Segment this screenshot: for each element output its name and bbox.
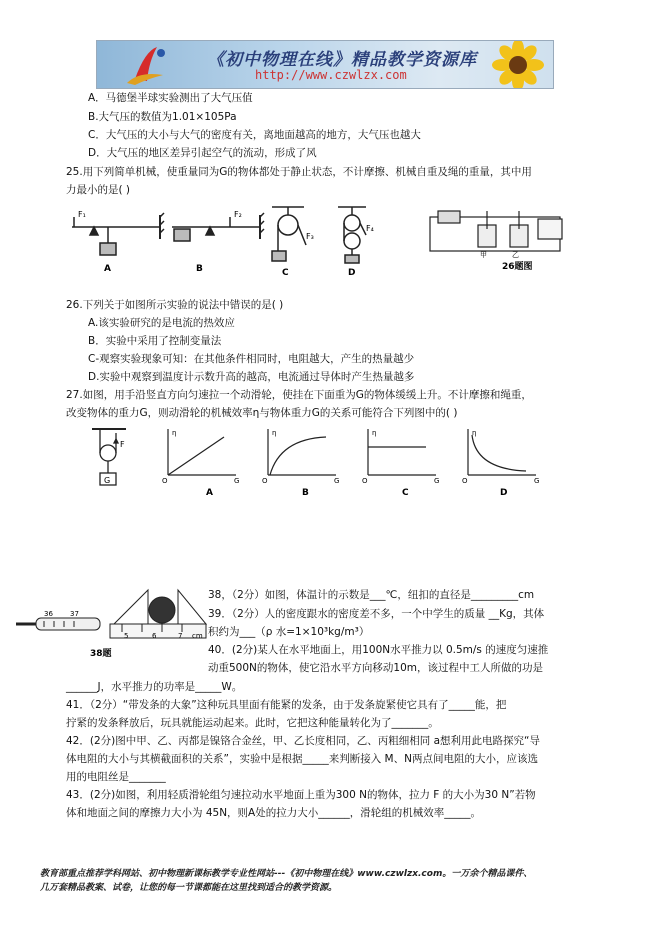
q27-stem-line1: 27.如图，用手沿竖直方向匀速拉一个动滑轮，使挂在下面重为G的物体缓缓上升。不计摩擦和绳重，: [66, 389, 532, 401]
q24-option-c: C．大气压的大小与大气的密度有关，离地面越高的地方，大气压也越大: [88, 129, 421, 141]
graph-c-o: O: [362, 477, 368, 485]
header-banner: [96, 40, 554, 89]
q41-line2: 拧紧的发条释放后，玩具就能运动起来。此时，它把这种能量转化为了_______。: [66, 717, 439, 729]
graph-b-o: O: [262, 477, 268, 485]
q26-option-d: D.实验中观察到温度计示数升高的越高，电流通过导体时产生热量越多: [88, 371, 415, 383]
footer-line2: 几万套精品教案、试卷，让您的每一节课都能在这里找到适合的教学资源。: [40, 883, 338, 893]
graph-d-label: D: [500, 488, 508, 498]
q41-line1: 41．（2分）“带发条的大象”这种玩具里面有能紧的发条，由于发条旋紧使它具有了_____能，把: [66, 699, 507, 711]
thermo-label-36: 36: [44, 610, 53, 618]
graph-a-g: G: [234, 477, 240, 485]
graph-b: [268, 429, 336, 475]
graph-a: [168, 429, 236, 475]
force-label-f3: F₃: [306, 232, 314, 241]
q39-line2: 积约为___（ρ 水=1×10³kg/m³）: [208, 626, 370, 638]
q27-stem-line2: 改变物体的重力G，则动滑轮的机械效率η与物体重力G的关系可能符合下列图中的( ): [66, 407, 458, 419]
graph-a-label: A: [206, 488, 213, 498]
q26-option-a: A.该实验研究的是电流的热效应: [88, 317, 235, 329]
ruler-label-cm: cm: [192, 632, 203, 640]
q38-fig-label: 38题: [90, 649, 112, 659]
q25-stem-line1: 25.用下列简单机械，使重量同为G的物体都处于静止状态，不计摩擦、机械自重及绳的重量，其中用: [66, 166, 532, 178]
q25-figures: [60, 205, 660, 285]
q26-stem: 26.下列关于如图所示实验的说法中错误的是( ): [66, 299, 284, 311]
q42-line3: 用的电阻丝是_______: [66, 771, 166, 783]
graph-d-g: G: [534, 477, 540, 485]
q43-line1: 43．(2分)如图，利用轻质滑轮组匀速拉动水平地面上重为300 N的物体，拉力 F 的大小为30 N”若物: [66, 789, 536, 801]
q24-option-d: D．大气压的地区差异引起空气的流动，形成了风: [88, 147, 317, 159]
thermo-label-37: 37: [70, 610, 79, 618]
banner-title: 《初中物理在线》精品教学资源库: [207, 50, 477, 70]
q27-figures: [90, 425, 650, 515]
site-logo-icon: [117, 41, 177, 88]
banner-url: http://www.czwlzx.com: [255, 68, 407, 82]
q40-line2: 动重500N的物体，使它沿水平方向移动10m，该过程中工人所做的功是: [208, 662, 543, 674]
ruler-label-6: 6: [152, 632, 157, 640]
graph-a-o: O: [162, 477, 168, 485]
fig26-label-yi: 乙: [512, 251, 519, 259]
pulley-d: [338, 207, 366, 263]
fig26-caption: 26题图: [502, 262, 533, 272]
force-label-f2: F₂: [234, 210, 242, 219]
q25-stem-line2: 力最小的是( ): [66, 184, 131, 196]
q42-line2: 体电阻的大小与其横截面积的关系”，实验中是根据_____来判断接入 M、N两点间电阻的大小，应该选: [66, 753, 538, 765]
graph-b-g: G: [334, 477, 340, 485]
graph-c-eta: η: [372, 429, 377, 437]
graph-c-label: C: [402, 488, 409, 498]
graph-d: [468, 429, 536, 475]
q26-option-b: B．实验中采用了控制变量法: [88, 335, 222, 347]
q43-line2: 体和地面之间的摩擦力大小为 45N，则A处的拉力大小______，滑轮组的机械效率_____。: [66, 807, 481, 819]
q42-line1: 42．(2分)图中甲、乙、丙都是镍铬合金丝，甲、乙长度相同，乙、丙粗细相同 a想利用此电路探究“导: [66, 735, 540, 747]
lever-b: [172, 213, 264, 241]
graph-c-g: G: [434, 477, 440, 485]
q40-line3: ______J，水平推力的功率是_____W。: [66, 681, 243, 693]
triangle-rulers-with-button: [110, 590, 206, 638]
pulley-weight-label: G: [104, 476, 111, 485]
ruler-label-7: 7: [178, 632, 183, 640]
label-d: D: [348, 268, 356, 278]
graph-c: [368, 429, 436, 475]
graph-d-o: O: [462, 477, 468, 485]
pulley-force-label: F: [120, 440, 125, 449]
label-b: B: [196, 264, 203, 274]
graph-b-label: B: [302, 488, 309, 498]
lever-a: [72, 213, 164, 255]
force-label-f1: F₁: [78, 210, 86, 219]
fig26-label-jia: 甲: [480, 251, 487, 259]
circuit-26: [430, 211, 562, 251]
pulley-c: [272, 207, 306, 261]
force-label-f4: F₄: [366, 224, 374, 233]
graph-b-eta: η: [272, 429, 277, 437]
q40-line1: 40．(2分)某人在水平地面上，用100N水平推力以 0.5m/s 的速度匀速推: [208, 644, 549, 656]
graph-d-eta: η: [472, 429, 477, 437]
thermometer: [16, 618, 100, 630]
q24-option-b: B.大气压的数值为1.01×105Pa: [88, 111, 237, 123]
footer-line1: 教育部重点推荐学科网站、初中物理新课标教学专业性网站---《初中物理在线》www.czwlzx.com。一万余个精品课件、: [40, 869, 533, 879]
graph-a-eta: η: [172, 429, 177, 437]
q26-option-c: C-观察实验现象可知：在其他条件相同时，电阻越大，产生的热量越少: [88, 353, 415, 365]
q24-option-a: A．马德堡半球实验测出了大气压值: [88, 92, 253, 104]
q39-line1: 39．（2分）人的密度跟水的密度差不多，一个中学生的质量 __Kg，其体: [208, 608, 545, 620]
q38-figure: [10, 582, 210, 662]
label-a: A: [104, 264, 111, 274]
ruler-label-5: 5: [124, 632, 129, 640]
label-c: C: [282, 268, 289, 278]
sunflower-icon: [483, 41, 553, 88]
q38-text: 38，（2分）如图，体温计的示数是___℃，纽扣的直径是_________cm: [208, 589, 535, 601]
